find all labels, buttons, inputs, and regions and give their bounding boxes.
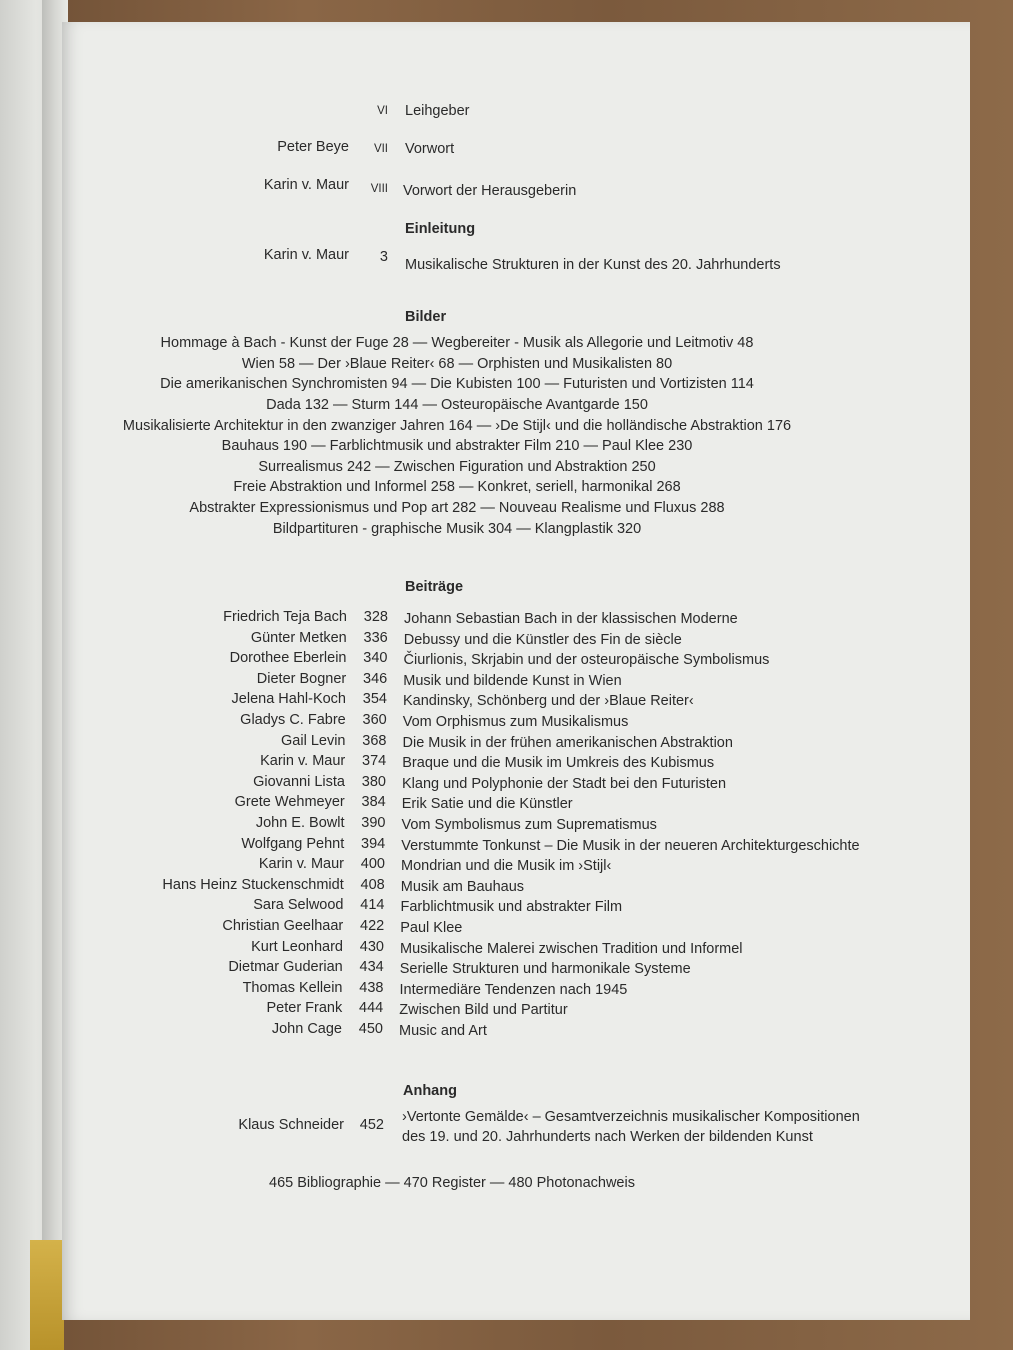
contribution-author: Karin v. Maur	[258, 856, 344, 873]
bilder-line: Wien 58 — Der ›Blaue Reiter‹ 68 — Orphisten und Musikalisten 80	[241, 356, 673, 372]
contribution-page-number: 374	[362, 753, 387, 770]
contribution-page-number: 328	[363, 609, 388, 625]
section-heading-anhang: Anhang	[403, 1083, 457, 1099]
contribution-title: Serielle Strukturen und harmonikale Systeme	[399, 961, 691, 978]
front-author: Karin v. Maur	[263, 177, 349, 193]
contribution-author: Grete Wehmeyer	[234, 794, 345, 811]
contribution-page-number: 438	[359, 979, 384, 996]
contribution-title: Vom Orphismus zum Musikalismus	[402, 714, 629, 730]
contribution-author: Peter Frank	[266, 1000, 343, 1017]
contribution-author: John E. Bowlt	[255, 815, 345, 831]
contribution-page-number: 450	[358, 1021, 383, 1037]
contribution-title: Johann Sebastian Bach in der klassischen Moderne	[404, 611, 738, 627]
anhang-page-number: 452	[359, 1117, 384, 1133]
contribution-page-number: 430	[359, 938, 384, 955]
bilder-line: Bildpartituren - graphische Musik 304 — Klangplastik 320	[272, 521, 642, 537]
contribution-page-number: 346	[363, 670, 388, 687]
contribution-title: Music and Art	[399, 1023, 487, 1039]
contribution-page-number: 368	[362, 732, 387, 749]
contribution-page-number: 400	[360, 856, 385, 873]
contribution-author: Dorothee Eberlein	[229, 650, 347, 667]
contribution-author: Karin v. Maur	[260, 753, 346, 770]
contribution-page-number: 360	[362, 712, 387, 728]
contribution-title: Klang und Polyphonie der Stadt bei den Futuristen	[402, 775, 727, 792]
contribution-author: Jelena Hahl-Koch	[231, 691, 346, 708]
contribution-author: Thomas Kellein	[242, 979, 343, 996]
contribution-page-number: 384	[361, 794, 386, 811]
contribution-author: Günter Metken	[250, 629, 347, 646]
anhang-title-line: ›Vertonte Gemälde‹ – Gesamtverzeichnis musikalischer Kompositionen	[402, 1109, 860, 1125]
contribution-title: Kandinsky, Schönberg und der ›Blaue Reiter‹	[403, 693, 694, 710]
contribution-page-number: 394	[361, 835, 386, 852]
contribution-title: Paul Klee	[400, 920, 463, 936]
section-heading-beitraege: Beiträge	[405, 579, 464, 595]
anhang-title-line: des 19. und 20. Jahrhunderts nach Werken der bildenden Kunst	[402, 1129, 813, 1145]
contribution-author: Wolfgang Pehnt	[241, 835, 345, 852]
section-heading-bilder: Bilder	[405, 309, 447, 325]
front-title: Vorwort der Herausgeberin	[403, 183, 577, 199]
front-page-number: VIII	[370, 183, 388, 195]
contribution-page-number: 408	[360, 876, 385, 893]
contribution-title: Musikalische Malerei zwischen Tradition und Informel	[400, 940, 743, 957]
contribution-title: Vom Symbolismus zum Suprematismus	[401, 817, 657, 833]
contribution-title: Farblichtmusik und abstrakter Film	[400, 899, 623, 916]
book-spine-edge	[30, 1240, 64, 1350]
contribution-title: Intermediäre Tendenzen nach 1945	[399, 981, 628, 998]
contribution-title: Erik Satie und die Künstler	[401, 796, 573, 813]
contribution-page-number: 414	[360, 897, 385, 914]
bilder-line: Bauhaus 190 — Farblichtmusik und abstrakter Film 210 — Paul Klee 230	[221, 438, 693, 454]
contribution-author: John Cage	[271, 1021, 342, 1037]
section-heading-einleitung: Einleitung	[405, 221, 476, 237]
contribution-author: Gladys C. Fabre	[240, 712, 346, 728]
bilder-line: Freie Abstraktion und Informel 258 — Konkret, seriell, harmonikal 268	[233, 479, 681, 495]
footer-index-line: 465 Bibliographie — 470 Register — 480 Photonachweis	[269, 1175, 635, 1191]
contribution-author: Christian Geelhaar	[222, 918, 344, 934]
contribution-author: Gail Levin	[281, 732, 346, 749]
contribution-title: Mondrian und die Musik im ›Stijl‹	[401, 858, 612, 875]
contribution-title: Musik am Bauhaus	[400, 878, 525, 895]
contribution-author: Kurt Leonhard	[251, 938, 343, 955]
contribution-title: Musik und bildende Kunst in Wien	[403, 672, 622, 689]
bilder-line: Hommage à Bach - Kunst der Fuge 28 — Wegbereiter - Musik als Allegorie und Leitmotiv 48	[160, 335, 754, 351]
front-page-number: VI	[377, 105, 388, 117]
contribution-author: Friedrich Teja Bach	[223, 609, 347, 625]
bilder-line: Surrealismus 242 — Zwischen Figuration und Abstraktion 250	[258, 459, 656, 475]
contribution-author: Dieter Bogner	[256, 670, 347, 687]
contribution-page-number: 380	[361, 773, 386, 790]
contribution-page-number: 336	[363, 629, 388, 646]
contribution-page-number: 434	[359, 959, 384, 976]
contribution-title: Verstummte Tonkunst – Die Musik in der neueren Architekturgeschichte	[401, 837, 860, 854]
front-title: Leihgeber	[405, 103, 470, 119]
contribution-page-number: 422	[360, 918, 385, 934]
contribution-title: Braque und die Musik im Umkreis des Kubismus	[402, 755, 715, 772]
contribution-author: Giovanni Lista	[253, 773, 345, 790]
anhang-author: Klaus Schneider	[238, 1117, 344, 1133]
contribution-author: Hans Heinz Stuckenschmidt	[162, 876, 344, 893]
table-of-contents-page	[62, 22, 970, 1320]
bilder-line: Dada 132 — Sturm 144 — Osteuropäische Avantgarde 150	[266, 397, 648, 413]
contribution-page-number: 390	[361, 815, 386, 831]
einleitung-page-number: 3	[379, 249, 388, 265]
contribution-author: Dietmar Guderian	[228, 959, 343, 976]
einleitung-author: Karin v. Maur	[263, 247, 349, 263]
front-page-number: VII	[373, 143, 388, 155]
contribution-title: Čiurlionis, Skrjabin und der osteuropäische Symbolismus	[403, 652, 770, 669]
contribution-page-number: 354	[362, 691, 387, 708]
contribution-page-number: 340	[363, 650, 388, 667]
contribution-title: Zwischen Bild und Partitur	[399, 1002, 568, 1019]
bilder-line: Musikalisierte Architektur in den zwanziger Jahren 164 — ›De Stijl‹ und die holländische Abstraktion 176	[122, 418, 792, 434]
contribution-author: Sara Selwood	[253, 897, 344, 914]
contribution-title: Debussy und die Künstler des Fin de siècle	[403, 631, 682, 648]
bilder-line: Die amerikanischen Synchromisten 94 — Die Kubisten 100 — Futuristen und Vortizisten 114	[160, 376, 754, 392]
contribution-title: Die Musik in der frühen amerikanischen Abstraktion	[402, 734, 733, 751]
einleitung-title: Musikalische Strukturen in der Kunst des 20. Jahrhunderts	[405, 257, 781, 273]
front-author: Peter Beye	[277, 139, 349, 155]
bilder-line: Abstrakter Expressionismus und Pop art 282 — Nouveau Realisme und Fluxus 288	[189, 500, 725, 516]
front-title: Vorwort	[405, 141, 455, 157]
contribution-page-number: 444	[359, 1000, 384, 1017]
